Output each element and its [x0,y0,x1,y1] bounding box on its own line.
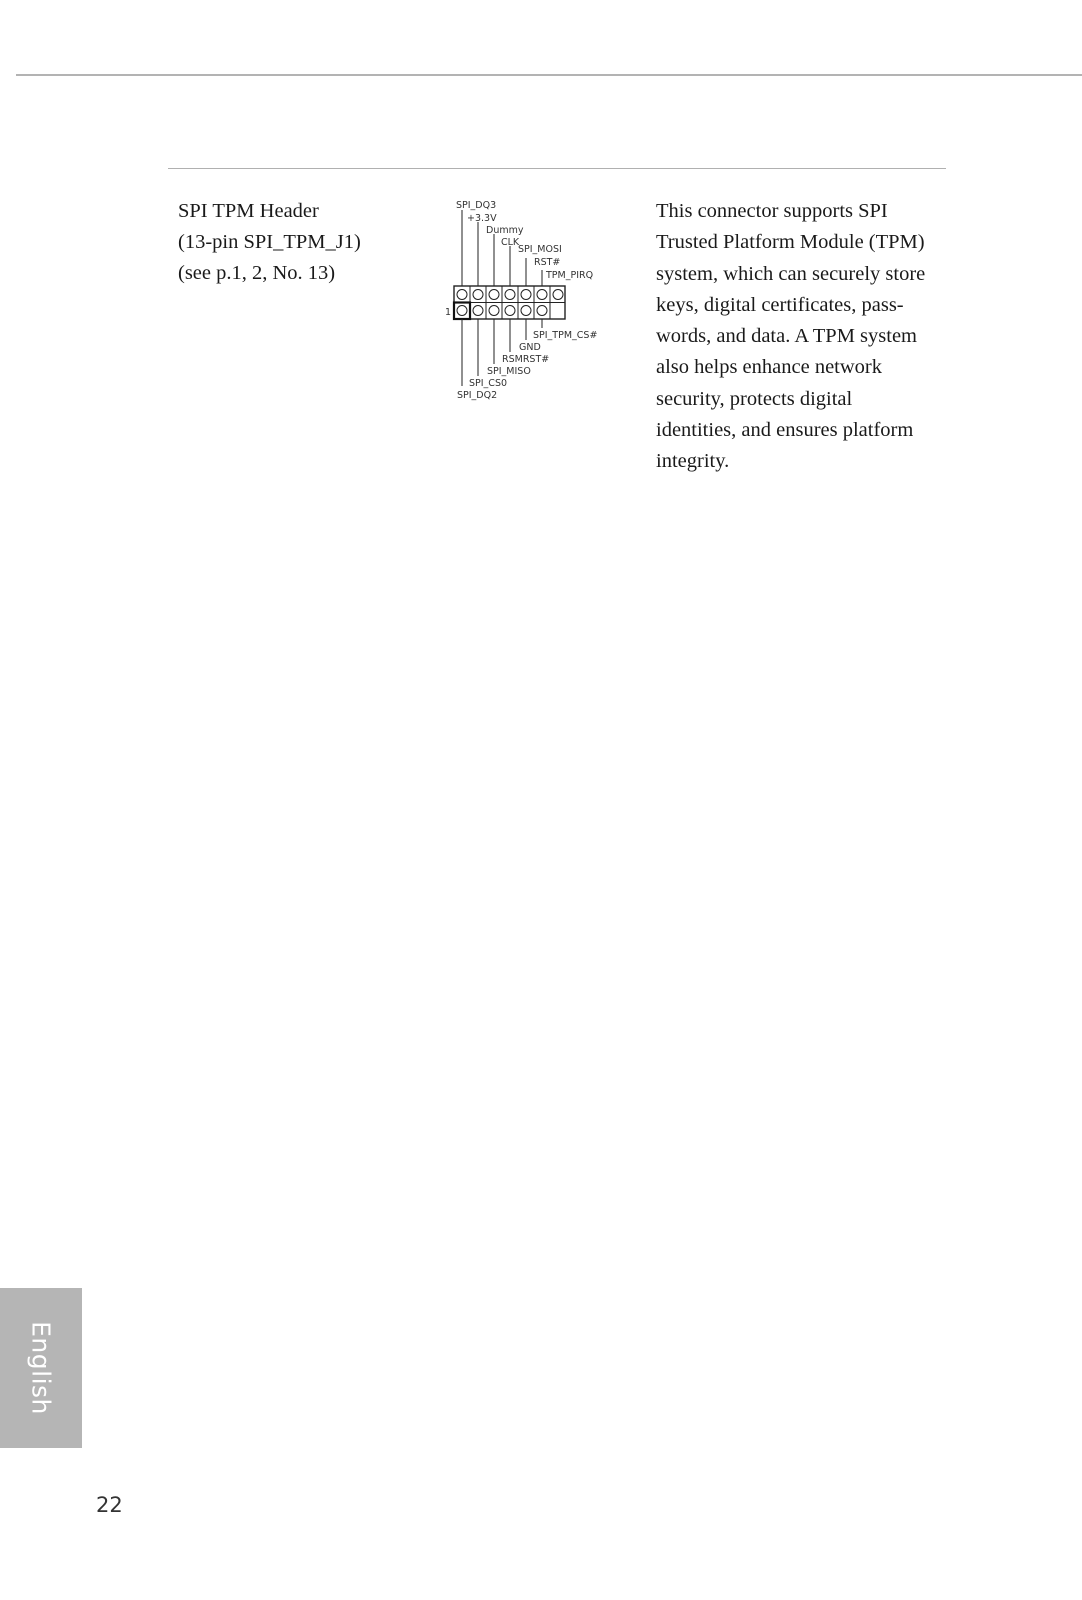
pin-label-spi-cs0: SPI_CS0 [469,378,508,389]
pin [473,306,483,316]
description-line: integrity. [656,450,730,473]
language-tab [0,1288,82,1448]
pin-label-dummy: Dummy [486,225,524,236]
pin [537,290,547,300]
pin-label-spi-dq3: SPI_DQ3 [456,200,497,211]
pin-label-spi-tpm-cs: SPI_TPM_CS# [533,330,598,341]
connector-name [178,196,428,289]
connector-reference: (see p.1, 2, No. 13) [178,262,336,284]
pin [457,306,467,316]
pin-label-spi-mosi: SPI_MOSI [518,244,562,255]
description-line: words, and data. A TPM system [656,325,917,348]
description-line: This connector supports SPI [656,200,888,222]
pin1-label: 1 [445,307,452,318]
pin [521,306,531,316]
pin [489,290,499,300]
pin-label-spi-miso: SPI_MISO [487,366,531,377]
pin-label-rst: RST# [534,257,561,268]
description-line: security, protects digital [656,387,853,410]
description-line: system, which can securely store [656,262,926,285]
description-line: identities, and ensures platform [656,419,914,442]
pin [505,306,515,316]
page-number: 22 [96,1493,123,1517]
pin-label-rsmrst: RSMRST# [502,354,550,365]
pin [457,290,467,300]
pin-label-3v3: +3.3V [467,213,497,224]
spi-tpm-header-pinout-diagram [445,200,620,410]
pin-label-clk: CLK [501,237,520,248]
description-line: keys, digital certificates, pass- [656,293,904,316]
pin-label-gnd: GND [519,342,541,353]
pin-label-spi-dq2: SPI_DQ2 [457,390,498,401]
pin [489,306,499,316]
description-line: Trusted Platform Module (TPM) [656,231,925,254]
pin-label-tpm-pirq: TPM_PIRQ [546,270,594,281]
pin [521,290,531,300]
section-rule [168,168,946,169]
pin [553,290,563,300]
pin [473,290,483,300]
connector-description [656,196,956,478]
pin1-marker [454,303,470,320]
pin [537,306,547,316]
top-rule [16,74,1082,76]
description-line: also helps enhance network [656,356,882,379]
connector-id: (13-pin SPI_TPM_J1) [178,231,361,253]
language-label: English [26,1321,56,1415]
pin [505,290,515,300]
connector-title: SPI TPM Header [178,200,319,222]
